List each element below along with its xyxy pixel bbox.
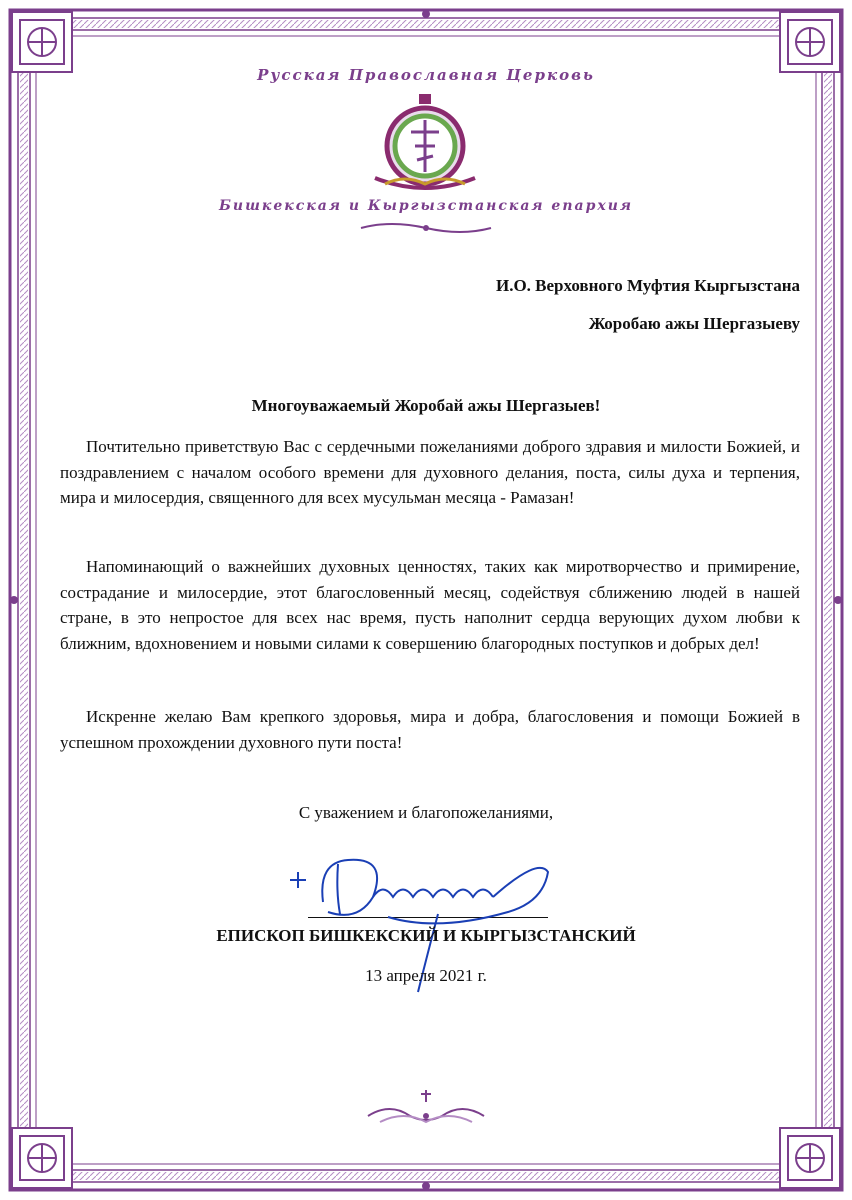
letter-paragraph-2: Напоминающий о важнейших духовных ценностях, таких как миротворчество и примирение, сострадание и милосердие, этот благословенный месяц, содействуя сближению людей в нашей стране, в это непростое для всех нас время, пусть наполнит сердца верующих духом любви к ближним, вдохновением и новыми силами к совершению благородных поступков и добрых дел! bbox=[60, 557, 800, 653]
corner-ornament-bottom-right bbox=[780, 1128, 840, 1188]
addressee-title: И.О. Верховного Муфтия Кыргызстана bbox=[495, 276, 800, 295]
addressee-name: Жоробаю ажы Шергазыеву bbox=[588, 314, 800, 333]
footer-cross-ornament bbox=[360, 1088, 492, 1132]
corner-ornament-top-right bbox=[780, 12, 840, 72]
letter-paragraph-3: Искренне желаю Вам крепкого здоровья, мира и добра, благословения и помощи Божией в успешном прохождении духовного пути поста! bbox=[60, 707, 800, 752]
letter-paragraph-1: Почтительно приветствую Вас с сердечными пожеланиями доброго здравия и милости Божией, и поздравлением с началом особого времени для духовного делания, поста, силы духа и терпения, мира и милосердия, священного для всех мусульман месяца - Рамазан! bbox=[60, 437, 800, 507]
signatory-title: ЕПИСКОП БИШКЕКСКИЙ И КЫРГЫЗСТАНСКИЙ bbox=[216, 926, 636, 945]
corner-ornament-top-left bbox=[12, 12, 72, 72]
church-name-header: Русская Православная Церковь bbox=[257, 66, 595, 84]
header-flourish bbox=[356, 220, 496, 236]
letter-date: 13 апреля 2021 г. bbox=[365, 966, 487, 985]
closing-phrase: С уважением и благопожеланиями, bbox=[298, 803, 554, 822]
diocese-emblem bbox=[355, 88, 495, 198]
diocese-name-header: Бишкекская и Кыргызстанская епархия bbox=[218, 198, 634, 214]
corner-ornament-bottom-left bbox=[12, 1128, 72, 1188]
salutation: Многоуважаемый Жоробай ажы Шергазыев! bbox=[251, 396, 601, 415]
